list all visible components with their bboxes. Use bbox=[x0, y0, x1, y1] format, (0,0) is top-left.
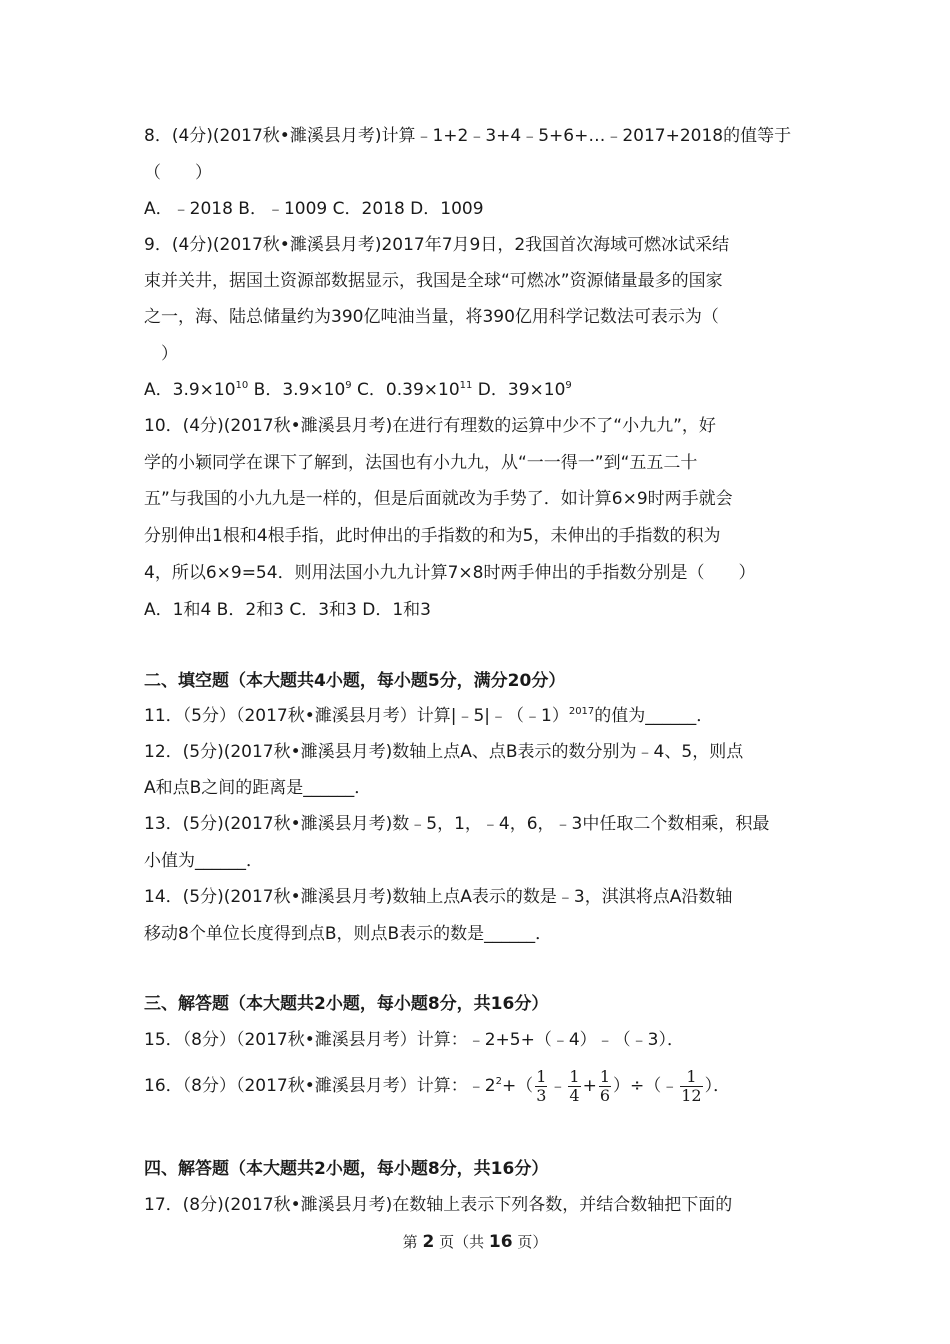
q10-line2: 学的小颖同学在课下了解到，法国也有小九九，从“一一得一”到“五五二十 bbox=[144, 453, 698, 473]
q9-opt-b-exp: 9 bbox=[345, 380, 352, 391]
fraction-1-12 bbox=[680, 1068, 702, 1105]
q11-exponent: 2017 bbox=[568, 706, 595, 717]
q9-opt-a-exp: 10 bbox=[235, 380, 249, 391]
q9-opt-d: D．39×10 bbox=[472, 380, 566, 400]
q11-text-a: 11．（5分）（2017秋•濉溪县月考）计算|﹣5|﹣（﹣1） bbox=[144, 706, 569, 726]
fraction-denominator: 4 bbox=[569, 1085, 580, 1105]
q8-line2: （ ） bbox=[144, 163, 212, 183]
footer-page-number: 2 bbox=[422, 1232, 435, 1252]
q11 bbox=[144, 704, 808, 728]
fraction-denominator: 6 bbox=[599, 1085, 610, 1105]
q9-line3: 之一，海、陆总储量约为390亿吨油当量，将390亿用科学记数法可表示为（ bbox=[144, 307, 719, 327]
footer-post: 页） bbox=[517, 1233, 548, 1251]
q16 bbox=[144, 1066, 808, 1106]
q9-opt-c-exp: 11 bbox=[459, 380, 473, 391]
page-footer bbox=[0, 1231, 950, 1252]
fraction-denominator: 3 bbox=[536, 1085, 547, 1105]
q8-options: A．﹣2018 B．﹣1009 C．2018 D．1009 bbox=[144, 199, 484, 219]
section2-title: 二、填空题（本大题共4小题，每小题5分，满分20分） bbox=[144, 671, 566, 691]
q10-line4: 分别伸出1根和4根手指，此时伸出的手指数的和为5，未伸出的手指数的积为 bbox=[144, 526, 721, 546]
q13-line2: 小值为______． bbox=[144, 851, 263, 871]
q16-op-plus: + bbox=[582, 1076, 597, 1096]
fraction-denominator: 12 bbox=[681, 1085, 702, 1105]
footer-total-pages: 16 bbox=[488, 1232, 513, 1252]
q17-line1: 17．(8分)(2017秋•濉溪县月考)在数轴上表示下列各数，并结合数轴把下面的 bbox=[144, 1195, 733, 1215]
q10-line3: 五”与我国的小九九是一样的，但是后面就改为手势了．如计算6×9时两手就会 bbox=[144, 489, 733, 509]
q16-exponent: 2 bbox=[495, 1076, 502, 1087]
q16-open: +（ bbox=[501, 1076, 534, 1096]
q9-opt-b: B．3.9×10 bbox=[248, 380, 346, 400]
q11-text-b: 的值为______． bbox=[594, 706, 714, 726]
q16-mid: ）÷（﹣ bbox=[613, 1076, 679, 1096]
section4-title: 四、解答题（本大题共2小题，每小题8分，共16分） bbox=[144, 1159, 549, 1179]
fraction-1-4 bbox=[568, 1068, 580, 1105]
fraction-1-3 bbox=[535, 1068, 547, 1105]
q12-line1: 12．(5分)(2017秋•濉溪县月考)数轴上点A、点B表示的数分别为﹣4、5，则点 bbox=[144, 742, 744, 762]
q9-opt-d-exp: 9 bbox=[565, 380, 572, 391]
fraction-numerator: 1 bbox=[599, 1066, 610, 1086]
q9-options bbox=[144, 378, 808, 402]
fraction-numerator: 1 bbox=[536, 1066, 547, 1086]
footer-pre: 第 bbox=[402, 1233, 418, 1251]
q15: 15．（8分）（2017秋•濉溪县月考）计算：﹣2+5+（﹣4）﹣（﹣3）． bbox=[144, 1030, 684, 1050]
section3-title: 三、解答题（本大题共2小题，每小题8分，共16分） bbox=[144, 994, 549, 1014]
q14-line2: 移动8个单位长度得到点B，则点B表示的数是______． bbox=[144, 924, 553, 944]
q9-line2: 束并关井，据国土资源部数据显示，我国是全球“可燃冰”资源储量最多的国家 bbox=[144, 271, 723, 291]
fraction-numerator: 1 bbox=[680, 1068, 702, 1087]
q10-options: A．1和4 B．2和3 C．3和3 D．1和3 bbox=[144, 600, 431, 620]
fraction-numerator: 1 bbox=[569, 1066, 580, 1086]
q14-line1: 14．(5分)(2017秋•濉溪县月考)数轴上点A表示的数是﹣3，淇淇将点A沿数轴 bbox=[144, 887, 733, 907]
q8-line1: 8．(4分)(2017秋•濉溪县月考)计算﹣1+2﹣3+4﹣5+6+…﹣2017+2018的值等于 bbox=[144, 126, 792, 146]
q16-op-minus: ﹣ bbox=[549, 1076, 567, 1096]
q10-line1: 10．(4分)(2017秋•濉溪县月考)在进行有理数的运算中少不了“小九九”，好 bbox=[144, 416, 716, 436]
footer-mid: 页（共 bbox=[439, 1233, 485, 1251]
fraction-1-6 bbox=[599, 1068, 611, 1105]
q13-line1: 13．(5分)(2017秋•濉溪县月考)数﹣5，1，﹣4，6，﹣3中任取二个数相乘，积最 bbox=[144, 814, 770, 834]
q16-end: ）． bbox=[704, 1076, 731, 1096]
q12-line2: A和点B之间的距离是______． bbox=[144, 778, 372, 798]
q9-line4: ） bbox=[144, 344, 178, 364]
q9-opt-a: A．3.9×10 bbox=[144, 380, 236, 400]
q16-prefix: 16．（8分）（2017秋•濉溪县月考）计算：﹣2 bbox=[144, 1076, 496, 1096]
q10-line5: 4，所以6×9=54．则用法国小九九计算7×8时两手伸出的手指数分别是（ ） bbox=[144, 563, 756, 583]
q9-opt-c: C．0.39×10 bbox=[351, 380, 460, 400]
q9-line1: 9．(4分)(2017秋•濉溪县月考)2017年7月9日，2我国首次海域可燃冰试采结 bbox=[144, 235, 730, 255]
